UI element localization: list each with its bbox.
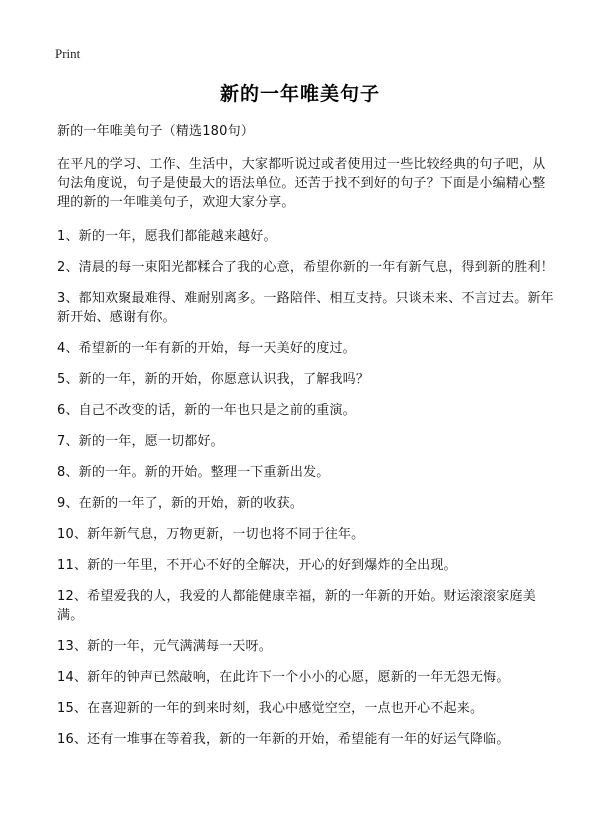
intro-paragraph: 在平凡的学习、工作、生活中，大家都听说过或者使用过一些比较经典的句子吧，从句法角度说，句子是使最大的语法单位。还苦于找不到好的句子？下面是小编精心整理的新的一年唯美句子，欢迎大家分享。: [57, 157, 546, 210]
article-subtitle: 新的一年唯美句子（精选180句）: [57, 124, 255, 139]
list-item: 2、清晨的每一束阳光都糅合了我的心意，希望你新的一年有新气息，得到新的胜利！: [57, 260, 554, 275]
list-item: 14、新年的钟声已然敲响，在此许下一个小小的心愿，愿新的一年无怨无悔。: [57, 670, 510, 685]
print-link[interactable]: Print: [55, 46, 81, 61]
list-item: 1、新的一年，愿我们都能越来越好。: [57, 229, 277, 244]
article-body: [57, 122, 557, 761]
list-item: 3、都知欢聚最难得、难耐别离多。一路陪伴、相互支持。只谈未来、不言过去。新年新开始、感谢有你。: [57, 291, 554, 325]
list-item: 5、新的一年，新的开始，你愿意认识我，了解我吗？: [57, 372, 370, 387]
list-item: 13、新的一年，元气满满每一天呀。: [57, 639, 272, 654]
list-item: 7、新的一年，愿一切都好。: [57, 434, 224, 449]
list-item: 8、新的一年。新的开始。整理一下重新出发。: [57, 465, 330, 480]
list-item: 10、新年新气息，万物更新，一切也将不同于往年。: [57, 527, 365, 542]
list-item: 6、自己不改变的话，新的一年也只是之前的重演。: [57, 403, 356, 418]
page-title: 新的一年唯美句子: [219, 83, 380, 105]
list-item: 16、还有一堆事在等着我，新的一年新的开始，希望能有一年的好运气降临。: [57, 732, 510, 747]
list-item: 15、在喜迎新的一年的到来时刻，我心中感觉空空，一点也开心不起来。: [57, 701, 484, 716]
list-item: 11、新的一年里，不开心不好的全解决，开心的好到爆炸的全出现。: [57, 558, 457, 573]
list-item: 9、在新的一年了，新的开始，新的收获。: [57, 496, 304, 511]
list-item: 12、希望爱我的人，我爱的人都能健康幸福，新的一年新的开始。财运滚滚家庭美满。: [57, 589, 536, 623]
list-item: 4、希望新的一年有新的开始，每一天美好的度过。: [57, 341, 356, 356]
